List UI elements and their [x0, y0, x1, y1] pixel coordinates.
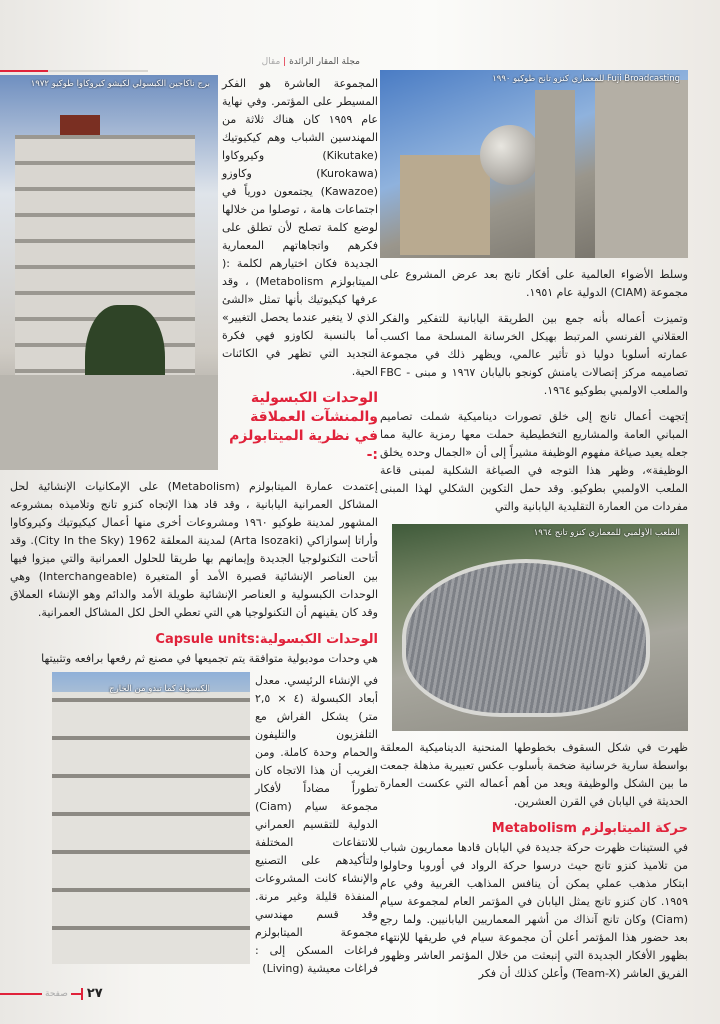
capsule-paragraph: في الإنشاء الرئيسي. معدل أبعاد الكبسولة (٤ × ٢,٥ متر) يشكل الفراش مع التلفزيون والتليفون والحمام وحدة كاملة. ومن الغريب أن هذا الاتجاه كان تطوراً مضاداً لأفكار مجموعة سيام (Ciam) الدولية للتقسيم العمراني للانتفاعات المختلفة ولتأكيدهم على التصنيع والإنشاء كانت المشروعات المنفذة قليلة وغير مرنة. وقد قسم مهندسي مجموعة الميتابولزم فراغات المسكن إلى : فراغات معيشية (Living): [255, 674, 378, 975]
capsule-photo: [52, 672, 250, 964]
dynamic-paragraph: إتجهت أعمال تانج إلى خلق تصورات ديناميكية شملت تصاميم المباني العامة والمشاريع التخطيطية حملت معها رمزية عالية مما جعله يعيد صياغة مفهوم الوظيفة مشيراً إلى أن «الجمال وحده يخلق الوظيفة»، وظهر هذا التوجه في الصياغة الشكلية لمبنى قاعة الملعب الاولمبي بطوكيو. وقد حمل التكوين الشكلي لهذا المبنى مفردات من العمارة التقليدية اليابانية والتي: [380, 410, 688, 513]
metabolism-movement-heading: حركة الميتابولزم Metabolism: [491, 821, 688, 836]
right-half: [380, 70, 688, 993]
street-building: [0, 375, 218, 470]
roofs-paragraph: ظهرت في شكل السقوف بخطوطها المنحنية الديناميكية المعلقة بواسطة سارية خرسانية ضخمة بأسلوب عكس تعبيرية مذهلة جمعت ما بين الشكل والوظيفة ويعد من أهم أعماله التي عكست العمارة الحديثة في اليابان في القرن العشرين.: [380, 741, 688, 808]
photo-caption: برج ناكاجين الكبسولي لكيشو كيروكاوا طوكيو ١٩٧٢: [30, 79, 210, 89]
footer-red-rule: [0, 993, 42, 995]
capsule-units-heading: الوحدات الكبسولية:Capsule units: [155, 632, 378, 647]
building-block: [400, 155, 490, 255]
header-grey-rule: [48, 70, 148, 72]
sixties-paragraph: في الستينات ظهرت حركة جديدة في اليابان قادها معماريون شباب من تلاميذ كنزو تانج حيث درسوا حركة الرواد في أوروبا وحاولوا ابتكار مذهب عملي يمكن أن ينافس المذاهب الغربية وفي عام ١٩٥٩. كان كنزو تانج يمثل اليابان في المؤتمر العام لمجموعة سيام (Ciam) وكان تانج آنذاك من أشهر المعماريين اليابانيين. ولما رجع بعد حضور هذا المؤتمر أعلن أن مجموعة سيام في طريقها للإنتهاء بظهور الأفكار الجديدة التي إنبعثت من خلال المؤتمر العاشر وظهور الفريق العاشر (Team-X) وأعلن كذلك أن فكر: [380, 841, 688, 980]
photo-caption: الملعب الأولمبي للمعماري كنزو تانج ١٩٦٤: [533, 528, 680, 538]
magazine-name: مجلة المقار الرائدة: [289, 57, 360, 67]
intro-paragraph: المجموعة العاشرة هو الفكر المسيطر على المؤتمر. وفي نهاية عام ١٩٥٩ كان هناك ثلاثة من المهندسين الشباب وهم كيكيوتيك (Kikutake) وكيروكاوا (Kurokawa) وكاوزو (Kawazoe) يجتمعون دورياً في اجتماعات هامة ، توصلوا من خلالها لوضع كلمة تصلح لأن تطلق على فكرهم واتجاهاتهم المعمارية الجديدة فكان اختيارهم لكلمة :( الميتابولزم Metabolism) ، وقد عرفها كيكيوتيك بأنها تمثل «الشئ الذي لا يتغير عندما يحصل التغيير» أما بالنسبة لكاوزو فهي فكرة التجديد التي تظهر في الكائنات الحية.: [222, 77, 378, 378]
left-half: [0, 75, 378, 1011]
stadium-roof: [402, 559, 650, 717]
ciam-paragraph: وسلط الأضواء العالمية على أفكار تانج بعد عرض المشروع على مجموعة (CIAM) الدولية عام ١٩٥١.: [380, 268, 688, 299]
header-red-rule: [0, 70, 48, 72]
olympic-stadium-photo: [392, 524, 688, 731]
footer-tick: [71, 993, 81, 995]
nakagin-tower-photo: [0, 75, 218, 470]
capsule-row: [10, 672, 378, 978]
works-paragraph: وتميزت أعماله بأنه جمع بين الطريقة اليابانية للتفكير والفكر العقلاني الفرنسي المرتبط بهيكل الخرسانة المسلحة مما اكسب عمارته أسلوبا دوليا ذو تأثير عالمي، ويظهر ذلك في مجموعة تصاميمه مركز إتصالات يامنش كونجو باليابان ١٩٦٧ و مبنى - FBC والملعب الاولمبي بطوكيو ١٩٦٤.: [380, 312, 688, 397]
footer-page-label: صفحة: [45, 988, 68, 999]
section-name: مقال: [261, 57, 281, 67]
left-wide-block: [0, 478, 378, 1001]
footer-tick-vertical: [81, 988, 83, 1000]
capsule-intro-line: هي وحدات موديولية متوافقة يتم تجميعها في مصنع ثم رفعها برافعه وتثبيتها: [41, 652, 378, 665]
capsule-grid: [52, 692, 250, 964]
page-number: ٢٧: [86, 986, 103, 1001]
tower: [595, 80, 688, 258]
sphere: [480, 125, 540, 185]
header-separator: |: [283, 57, 287, 67]
top-left-row: [0, 75, 378, 470]
metabolism-construction-paragraph: إعتمدت عمارة الميتابولزم (Metabolism) على الإمكانيات الإنشائية لحل المشاكل العمرانية اليابانية ، وقد قاد هذا الإتجاه كنزو تانج وتلاميذه بمشروعه المشهور لمدينة طوكيو ١٩٦٠ ومشروعات أخرى منها أعمال كيكيوتيك وكيروكاوا وأراتا إسوازاكي (Arta Isozaki) لمدينة المعلقة 1962 (City In the Sky). وقد أتاحت التكنولوجيا الجديدة وإيمانهم بها طريقا للحلول العمرانية والتي ميزوا فيها بين العناصر الإنشائية قصيرة الأمد أو المتغيرة (Interchangeable) وهي الوحدات الكبسولية و العناصر الإنشائية طويلة الأمد والدائم وهو الإنشاء العملاق وقد كان يقينهم أن التكنولوجيا هي التي تعطي الحل لكل المشاكل العمرانية.: [10, 480, 378, 619]
photo-caption: الكبسولة كما تبدو من الخارج: [109, 684, 210, 694]
fuji-building-photo: [380, 70, 688, 258]
footer: [0, 986, 378, 1001]
tower: [535, 90, 575, 258]
magazine-header: [150, 56, 360, 68]
middle-column: [222, 75, 378, 465]
capsule-megastructure-heading: الوحدات الكبسولية والمنشآت العملاقة في نظرية الميتابولزم :-: [229, 390, 378, 463]
photo-caption: Fuji Broadcasting للمعماري كنزو تانج طوكيو ١٩٩٠: [492, 74, 680, 84]
